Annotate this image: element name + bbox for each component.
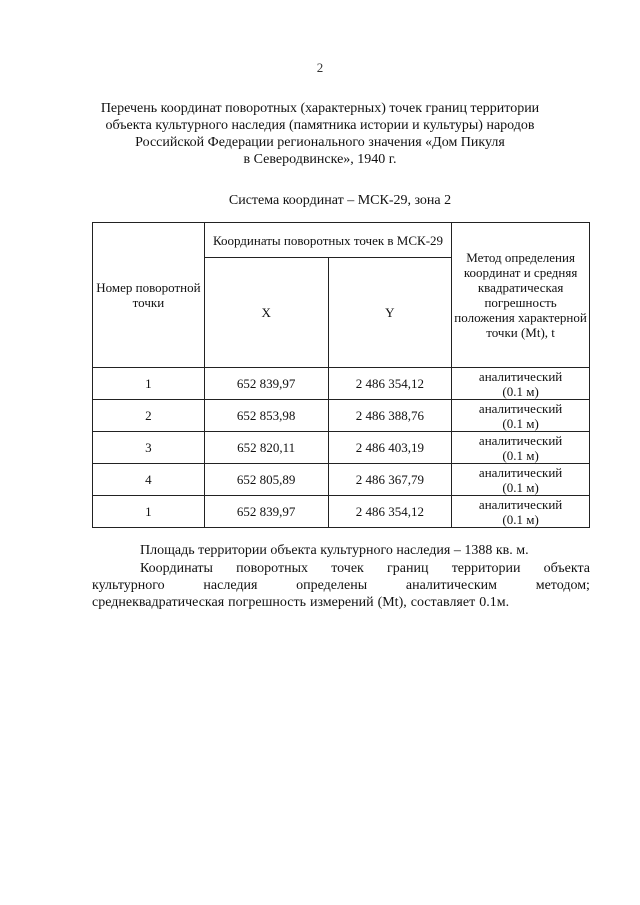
x-cell: 652 853,98 (204, 400, 328, 432)
word: 0.1м. (479, 595, 510, 610)
title-line: Российской Федерации регионального значения «Дом Пикуля (135, 135, 505, 150)
title-line: объекта культурного наследия (памятника истории и культуры) народов (105, 118, 535, 133)
table-row (93, 496, 590, 528)
method-text: аналитический (478, 368, 563, 384)
word: поворотных (236, 561, 308, 576)
coordinates-table (92, 222, 590, 528)
word: объекта (543, 561, 590, 576)
table-row (93, 368, 590, 400)
table-row (93, 432, 590, 464)
x-cell: 652 839,97 (204, 368, 328, 400)
word: территории (451, 561, 521, 576)
method-paragraph (92, 560, 590, 611)
word: культурного (92, 578, 165, 593)
word: аналитическим (405, 578, 497, 593)
accuracy-text: (0.1 м) (502, 447, 539, 463)
x-cell: 652 820,11 (204, 432, 328, 464)
word: (Mt), (377, 595, 407, 610)
word: погрешность (228, 595, 306, 610)
page-number: 2 (316, 60, 324, 75)
paragraph-line (92, 594, 590, 611)
y-cell: 2 486 403,19 (328, 432, 452, 464)
word: наследия (203, 578, 258, 593)
word: составляет (410, 595, 476, 610)
document-title (70, 100, 570, 168)
method-cell (452, 368, 590, 400)
table-row (93, 400, 590, 432)
accuracy-text: (0.1 м) (502, 479, 539, 495)
word: среднеквадратическая (92, 595, 225, 610)
point-number-cell: 1 (93, 368, 205, 400)
header-method: Метод определения координат и средняя квадратическая погрешность положения характерной точки (Mt), t (452, 223, 590, 368)
point-number-cell: 2 (93, 400, 205, 432)
paragraph-line (92, 577, 590, 594)
method-cell (452, 496, 590, 528)
method-cell (452, 432, 590, 464)
word: точек (331, 561, 364, 576)
method-text: аналитический (478, 464, 563, 480)
y-cell: 2 486 354,12 (328, 368, 452, 400)
point-number-cell: 3 (93, 432, 205, 464)
title-line: Перечень координат поворотных (характерных) точек границ территории (100, 101, 540, 116)
y-cell: 2 486 388,76 (328, 400, 452, 432)
title-line: в Северодвинске», 1940 г. (243, 152, 397, 167)
x-cell: 652 839,97 (204, 496, 328, 528)
word: измерений (309, 595, 374, 610)
accuracy-text: (0.1 м) (502, 415, 539, 431)
header-coordinates: Координаты поворотных точек в МСК-29 (204, 223, 451, 258)
method-cell (452, 464, 590, 496)
method-text: аналитический (478, 400, 563, 416)
header-y: Y (328, 258, 452, 368)
method-cell (452, 400, 590, 432)
method-text: аналитический (478, 496, 563, 512)
table-row (93, 464, 590, 496)
word: границ (387, 561, 429, 576)
x-cell: 652 805,89 (204, 464, 328, 496)
y-cell: 2 486 367,79 (328, 464, 452, 496)
paragraph-line (92, 560, 590, 577)
word: определены (296, 578, 368, 593)
word: Координаты (140, 561, 213, 576)
y-cell: 2 486 354,12 (328, 496, 452, 528)
method-text: аналитический (478, 432, 563, 448)
word: методом; (535, 578, 590, 593)
header-x: X (204, 258, 328, 368)
coordinate-system-caption: Система координат – МСК-29, зона 2 (228, 193, 452, 208)
accuracy-text: (0.1 м) (502, 383, 539, 399)
point-number-cell: 4 (93, 464, 205, 496)
point-number-cell: 1 (93, 496, 205, 528)
accuracy-text: (0.1 м) (502, 511, 539, 527)
header-point-number: Номер поворотной точки (93, 223, 205, 368)
area-statement: Площадь территории объекта культурного наследия – 1388 кв. м. (140, 543, 529, 558)
